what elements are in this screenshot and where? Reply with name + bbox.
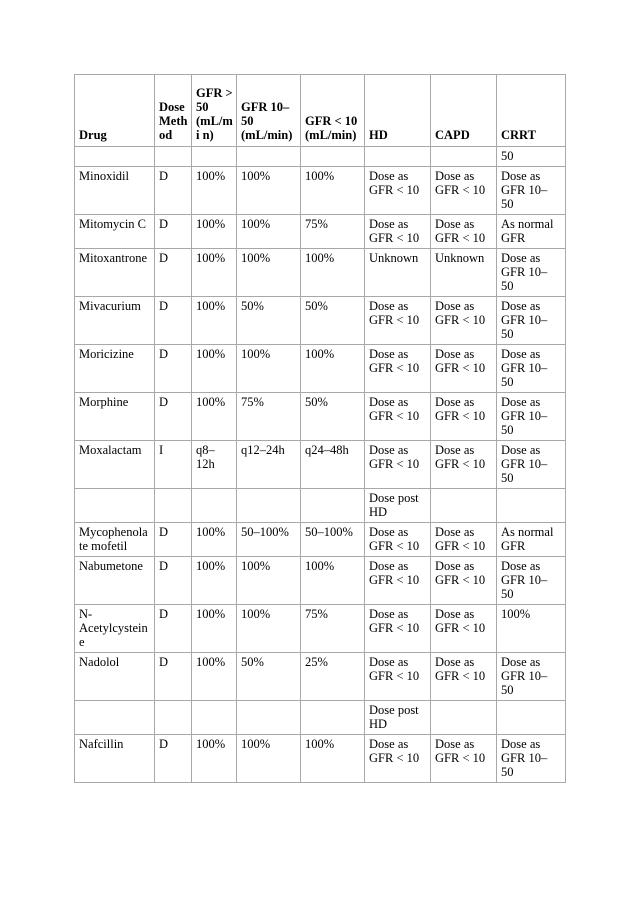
cell-gfr-over-50 [192,701,237,735]
table-body [75,147,566,783]
cell-crrt [497,701,566,735]
cell-dose-method: D [155,653,192,701]
cell-hd: Dose as GFR < 10 [365,167,431,215]
cell-gfr-10-50: 100% [237,249,301,297]
cell-hd: Dose as GFR < 10 [365,653,431,701]
cell-crrt: 50 [497,147,566,167]
cell-gfr-10-50 [237,701,301,735]
cell-hd: Dose post HD [365,701,431,735]
cell-capd: Dose as GFR < 10 [431,653,497,701]
cell-gfr-over-50: 100% [192,557,237,605]
header-capd: CAPD [431,75,497,147]
cell-crrt: As normal GFR [497,215,566,249]
cell-hd: Dose as GFR < 10 [365,345,431,393]
dosing-table [74,74,566,783]
cell-drug: Mitoxantrone [75,249,155,297]
cell-capd [431,489,497,523]
cell-drug: Mitomycin C [75,215,155,249]
cell-gfr-under-10: 25% [301,653,365,701]
cell-dose-method: D [155,167,192,215]
cell-crrt: Dose as GFR 10– 50 [497,735,566,783]
cell-dose-method [155,701,192,735]
cell-dose-method [155,147,192,167]
cell-dose-method: D [155,249,192,297]
cell-gfr-10-50: 50–100% [237,523,301,557]
cell-capd: Dose as GFR < 10 [431,393,497,441]
cell-gfr-10-50 [237,147,301,167]
cell-gfr-under-10: 75% [301,605,365,653]
cell-crrt: Dose as GFR 10– 50 [497,653,566,701]
cell-crrt: Dose as GFR 10– 50 [497,441,566,489]
cell-capd: Dose as GFR < 10 [431,605,497,653]
cell-crrt: Dose as GFR 10– 50 [497,167,566,215]
cell-gfr-under-10: q24–48h [301,441,365,489]
table-row [75,249,566,297]
cell-drug: Minoxidil [75,167,155,215]
cell-gfr-over-50: 100% [192,523,237,557]
cell-hd: Dose as GFR < 10 [365,523,431,557]
cell-gfr-over-50: 100% [192,605,237,653]
table-row [75,297,566,345]
cell-capd: Dose as GFR < 10 [431,215,497,249]
cell-capd: Dose as GFR < 10 [431,557,497,605]
cell-gfr-10-50 [237,489,301,523]
cell-gfr-over-50: 100% [192,249,237,297]
cell-crrt: 100% [497,605,566,653]
table-row [75,701,566,735]
header-gfr-10-50: GFR 10– 50 (mL/min) [237,75,301,147]
cell-gfr-10-50: 75% [237,393,301,441]
cell-crrt: Dose as GFR 10– 50 [497,297,566,345]
cell-gfr-over-50 [192,147,237,167]
cell-gfr-10-50: 50% [237,297,301,345]
cell-drug: Morphine [75,393,155,441]
cell-gfr-over-50: 100% [192,653,237,701]
cell-gfr-under-10: 50% [301,297,365,345]
cell-gfr-over-50: 100% [192,167,237,215]
cell-gfr-over-50: 100% [192,215,237,249]
cell-gfr-under-10: 100% [301,249,365,297]
cell-drug: Mycophenola te mofetil [75,523,155,557]
cell-gfr-10-50: 100% [237,345,301,393]
header-row [75,75,566,147]
cell-gfr-over-50 [192,489,237,523]
cell-dose-method: D [155,523,192,557]
header-drug: Drug [75,75,155,147]
header-gfr-over-50: GFR > 50 (mL/mi n) [192,75,237,147]
cell-gfr-10-50: 100% [237,167,301,215]
cell-capd: Dose as GFR < 10 [431,441,497,489]
cell-drug: Nabumetone [75,557,155,605]
cell-hd: Dose as GFR < 10 [365,441,431,489]
header-gfr-under-10: GFR < 10 (mL/min) [301,75,365,147]
cell-gfr-under-10: 100% [301,557,365,605]
cell-hd: Dose as GFR < 10 [365,605,431,653]
cell-dose-method [155,489,192,523]
cell-gfr-10-50: 50% [237,653,301,701]
cell-dose-method: D [155,345,192,393]
cell-gfr-under-10: 50% [301,393,365,441]
cell-gfr-10-50: 100% [237,735,301,783]
cell-dose-method: D [155,557,192,605]
cell-capd: Dose as GFR < 10 [431,297,497,345]
cell-hd: Dose post HD [365,489,431,523]
cell-gfr-under-10: 50–100% [301,523,365,557]
cell-drug [75,147,155,167]
cell-hd: Dose as GFR < 10 [365,557,431,605]
cell-gfr-10-50: 100% [237,215,301,249]
cell-capd: Dose as GFR < 10 [431,167,497,215]
cell-drug [75,701,155,735]
table-row [75,523,566,557]
cell-crrt [497,489,566,523]
cell-dose-method: D [155,393,192,441]
header-hd: HD [365,75,431,147]
cell-gfr-10-50: 100% [237,557,301,605]
table-row [75,489,566,523]
table-row [75,605,566,653]
table-row [75,653,566,701]
header-crrt: CRRT [497,75,566,147]
table-row [75,393,566,441]
cell-hd: Dose as GFR < 10 [365,215,431,249]
cell-drug [75,489,155,523]
cell-gfr-under-10 [301,701,365,735]
cell-dose-method: D [155,215,192,249]
table-row [75,167,566,215]
cell-capd [431,147,497,167]
cell-gfr-under-10 [301,147,365,167]
cell-gfr-10-50: 100% [237,605,301,653]
cell-gfr-over-50: 100% [192,393,237,441]
cell-dose-method: D [155,735,192,783]
cell-capd: Dose as GFR < 10 [431,345,497,393]
cell-gfr-under-10: 100% [301,167,365,215]
cell-dose-method: I [155,441,192,489]
header-dose-method: Dose Meth od [155,75,192,147]
cell-drug: Nafcillin [75,735,155,783]
cell-drug: Mivacurium [75,297,155,345]
cell-hd [365,147,431,167]
cell-gfr-over-50: 100% [192,735,237,783]
cell-gfr-over-50: 100% [192,345,237,393]
cell-drug: Moxalactam [75,441,155,489]
cell-gfr-over-50: q8–12h [192,441,237,489]
cell-crrt: Dose as GFR 10– 50 [497,345,566,393]
cell-capd [431,701,497,735]
cell-drug: Nadolol [75,653,155,701]
table-row [75,345,566,393]
cell-gfr-under-10: 100% [301,345,365,393]
cell-crrt: Dose as GFR 10– 50 [497,249,566,297]
table-row [75,735,566,783]
cell-dose-method: D [155,605,192,653]
cell-drug: N- Acetylcystein e [75,605,155,653]
cell-drug: Moricizine [75,345,155,393]
cell-hd: Unknown [365,249,431,297]
cell-capd: Unknown [431,249,497,297]
cell-hd: Dose as GFR < 10 [365,735,431,783]
cell-hd: Dose as GFR < 10 [365,393,431,441]
cell-gfr-under-10: 75% [301,215,365,249]
cell-crrt: Dose as GFR 10– 50 [497,557,566,605]
table-row [75,215,566,249]
table-row [75,441,566,489]
table-row [75,147,566,167]
cell-gfr-10-50: q12–24h [237,441,301,489]
cell-crrt: As normal GFR [497,523,566,557]
cell-gfr-under-10 [301,489,365,523]
cell-capd: Dose as GFR < 10 [431,523,497,557]
cell-hd: Dose as GFR < 10 [365,297,431,345]
cell-gfr-under-10: 100% [301,735,365,783]
cell-crrt: Dose as GFR 10– 50 [497,393,566,441]
cell-gfr-over-50: 100% [192,297,237,345]
table-row [75,557,566,605]
cell-dose-method: D [155,297,192,345]
cell-capd: Dose as GFR < 10 [431,735,497,783]
